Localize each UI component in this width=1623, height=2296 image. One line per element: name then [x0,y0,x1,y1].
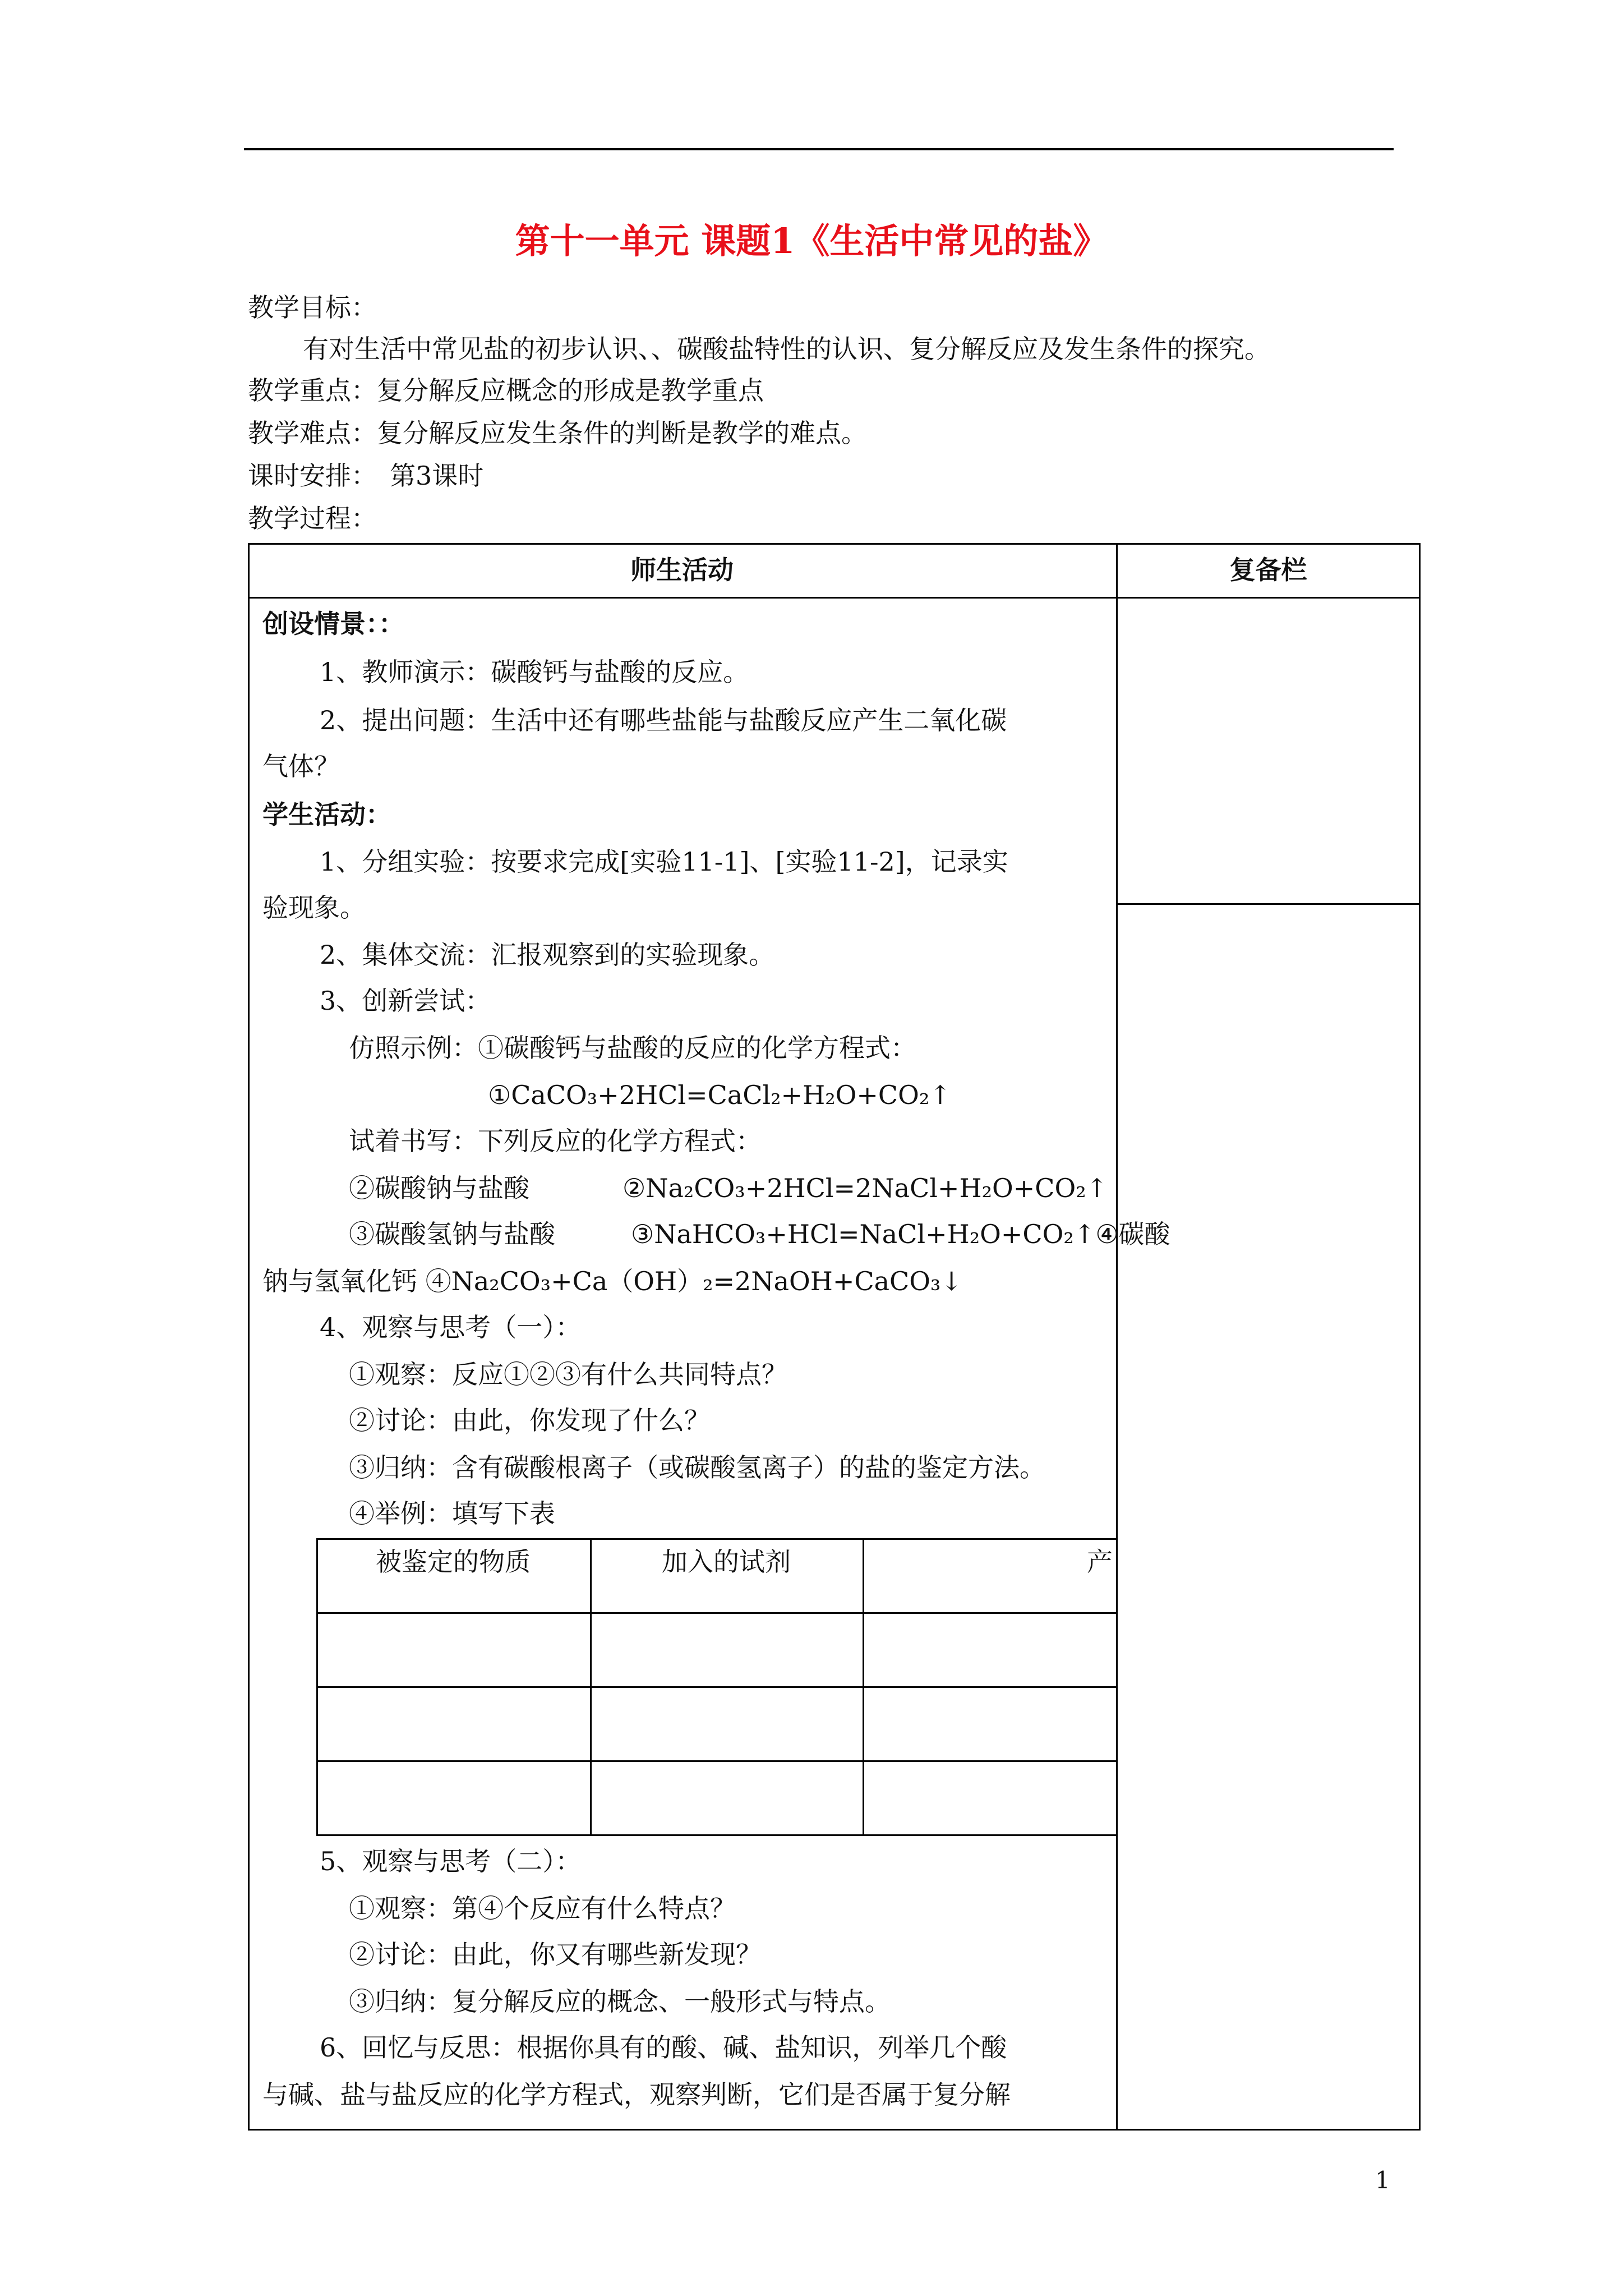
notes-cell-divider [1116,903,1421,905]
scene-item-1: 1、教师演示：碳酸钙与盐酸的反应。 [320,657,749,687]
section-student: 学生活动： [262,799,391,830]
activity-5-discuss: ②讨论：由此，你又有哪些新发现？ [349,1939,762,1970]
activity-5: 5、观察与思考（二）： [320,1846,582,1876]
difficulty-text: 教学难点：复分解反应发生条件的判断是教学的难点。 [248,418,867,448]
inner-table-col-2 [863,1538,864,1834]
header-notes: 复备栏 [1229,555,1307,585]
activity-3: 3、创新尝试： [320,986,491,1016]
section-scene: 创设情景：： [262,609,404,639]
inner-table-row-3 [316,1760,1116,1762]
inner-table-col-1 [590,1538,592,1834]
inner-table-bottom [316,1834,1116,1836]
activity-4-example: ④举例：填写下表 [349,1498,555,1529]
goal-text: 有对生活中常见盐的初步认识、、碳酸盐特性的认识、复分解反应及发生条件的探究。 [303,334,1270,364]
schedule-text: 课时安排： 第3课时 [248,461,484,491]
header-rule [244,148,1394,150]
activity-4: 4、观察与思考（一）： [320,1312,582,1342]
table-header-divider [248,597,1421,599]
activity-4-observe: ①观察：反应①②③有什么共同特点？ [349,1359,787,1389]
focus-text: 教学重点：复分解反应概念的形成是教学重点 [248,375,764,406]
reaction-3-name: ③碳酸氢钠与盐酸 [349,1219,555,1249]
inner-table-col-0 [316,1538,318,1834]
activity-2: 2、集体交流：汇报观察到的实验现象。 [320,940,775,970]
equation-2: ②Na₂CO₃+2HCl=2NaCl+H₂O+CO₂↑ [623,1173,1108,1203]
activity-1: 1、分组实验：按要求完成[实验11-1]、[实验11-2]，记录实 [320,846,1008,877]
inner-header-substance: 被鉴定的物质 [376,1547,531,1577]
header-activity: 师生活动 [630,555,734,585]
inner-table-top [316,1538,1116,1540]
equation-3: ③NaHCO₃+HCl=NaCl+H₂O+CO₂↑④碳酸 [631,1219,1170,1249]
reaction-2-name: ②碳酸钠与盐酸 [349,1173,529,1203]
page-title: 第十一单元 课题1《生活中常见的盐》 [515,220,1108,261]
inner-table-row-2 [316,1686,1116,1688]
activity-1-cont: 验现象。 [262,892,366,923]
goal-label: 教学目标： [248,292,377,323]
example-label: 仿照示例：①碳酸钙与盐酸的反应的化学方程式： [349,1033,916,1063]
inner-header-product: 产 [1087,1547,1113,1577]
inner-table-row-1 [316,1612,1116,1614]
activity-4-summarize: ③归纳：含有碳酸根离子（或碳酸氢离子）的盐的鉴定方法。 [349,1452,1045,1483]
equation-4-line: 钠与氢氧化钙 ④Na₂CO₃+Ca（OH）₂=2NaOH+CaCO₃↓ [262,1266,962,1296]
try-label: 试着书写：下列反应的化学方程式： [349,1126,762,1156]
scene-item-2: 2、提出问题：生活中还有哪些盐能与盐酸反应产生二氧化碳 [320,705,1007,735]
activity-4-discuss: ②讨论：由此，你发现了什么？ [349,1405,710,1435]
inner-header-reagent: 加入的试剂 [662,1547,791,1577]
process-label: 教学过程： [248,503,377,533]
equation-1: ①CaCO₃+2HCl=CaCl₂+H₂O+CO₂↑ [488,1080,951,1110]
scene-item-2-cont: 气体？ [262,751,340,781]
page-number: 1 [1375,2166,1390,2194]
activity-6: 6、回忆与反思：根据你具有的酸、碱、盐知识，列举几个酸 [320,2032,1007,2063]
activity-5-observe: ①观察：第④个反应有什么特点？ [349,1893,736,1924]
table-column-divider [1116,543,1118,2131]
activity-6-cont: 与碱、盐与盐反应的化学方程式，观察判断，它们是否属于复分解 [262,2079,1011,2110]
activity-5-summarize: ③归纳：复分解反应的概念、一般形式与特点。 [349,1986,891,2017]
